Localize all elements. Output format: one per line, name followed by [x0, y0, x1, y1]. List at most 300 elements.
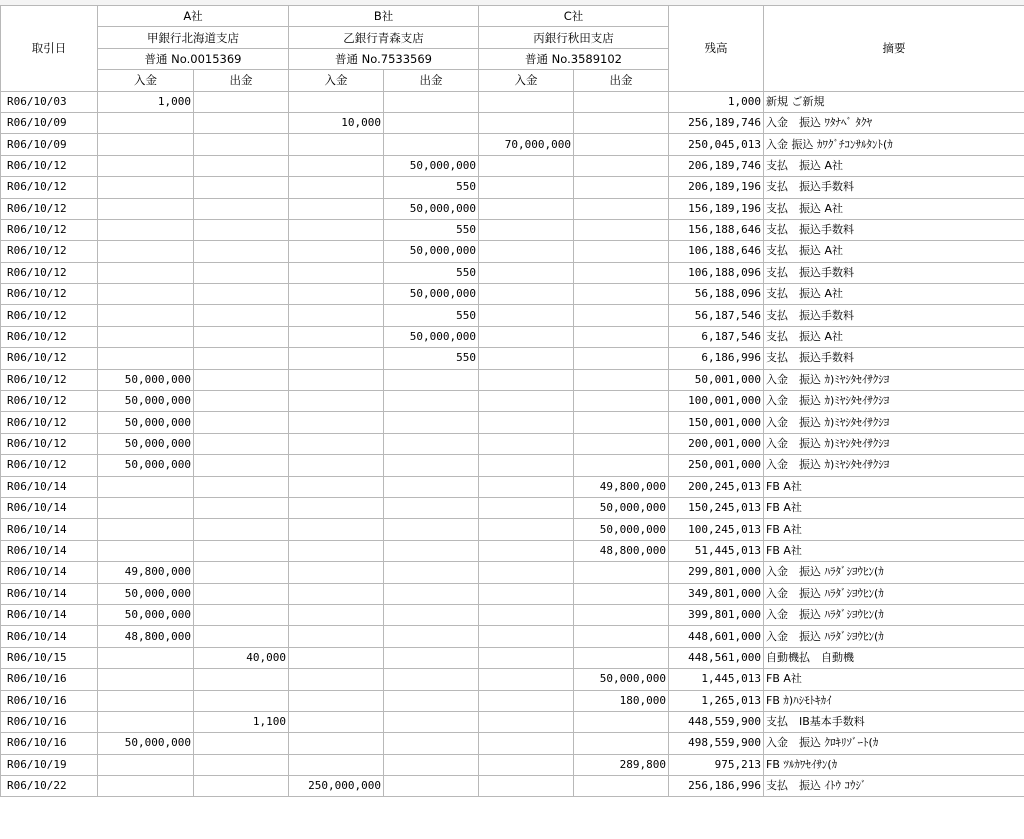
balance-cell[interactable]: 150,001,000 — [669, 412, 764, 433]
b-deposit-cell[interactable] — [289, 455, 384, 476]
c-deposit-cell[interactable] — [479, 562, 574, 583]
c-withdraw-cell[interactable]: 180,000 — [574, 690, 669, 711]
balance-cell[interactable]: 206,189,746 — [669, 155, 764, 176]
c-deposit-cell[interactable] — [479, 455, 574, 476]
a-deposit-cell[interactable]: 50,000,000 — [98, 455, 194, 476]
memo-cell[interactable]: 入金 振込 ｶ)ﾐﾔｼﾀｾｲｻｸｼﾖ — [764, 391, 1024, 412]
date-cell[interactable]: R06/10/12 — [1, 433, 98, 454]
a-withdraw-cell[interactable] — [194, 369, 289, 390]
c-deposit-cell[interactable] — [479, 262, 574, 283]
balance-cell[interactable]: 106,188,096 — [669, 262, 764, 283]
c-deposit-cell[interactable] — [479, 348, 574, 369]
balance-cell[interactable]: 6,186,996 — [669, 348, 764, 369]
date-cell[interactable]: R06/10/12 — [1, 284, 98, 305]
a-deposit-cell[interactable]: 50,000,000 — [98, 391, 194, 412]
a-deposit-cell[interactable]: 50,000,000 — [98, 733, 194, 754]
b-withdraw-cell[interactable] — [384, 455, 479, 476]
b-withdraw-cell[interactable]: 50,000,000 — [384, 241, 479, 262]
memo-cell[interactable]: 入金 振込 ﾊﾗﾀﾞｼﾖｳﾋﾝ(ｶ — [764, 583, 1024, 604]
b-withdraw-cell[interactable]: 550 — [384, 219, 479, 240]
c-withdraw-cell[interactable] — [574, 348, 669, 369]
b-withdraw-cell[interactable] — [384, 391, 479, 412]
balance-cell[interactable]: 256,186,996 — [669, 776, 764, 797]
b-deposit-cell[interactable] — [289, 476, 384, 497]
b-deposit-cell[interactable] — [289, 219, 384, 240]
a-withdraw-cell[interactable] — [194, 391, 289, 412]
a-withdraw-cell[interactable] — [194, 476, 289, 497]
date-cell[interactable]: R06/10/14 — [1, 626, 98, 647]
b-withdraw-cell[interactable] — [384, 412, 479, 433]
a-deposit-cell[interactable] — [98, 134, 194, 155]
balance-cell[interactable]: 250,001,000 — [669, 455, 764, 476]
a-withdraw-cell[interactable] — [194, 776, 289, 797]
balance-cell[interactable]: 448,561,000 — [669, 647, 764, 668]
balance-cell[interactable]: 200,245,013 — [669, 476, 764, 497]
c-withdraw-cell[interactable] — [574, 391, 669, 412]
a-deposit-cell[interactable] — [98, 519, 194, 540]
memo-cell[interactable]: 入金 振込 ﾜﾀﾅﾍﾞ ﾀｸﾔ — [764, 112, 1024, 133]
b-deposit-cell[interactable] — [289, 155, 384, 176]
b-withdraw-cell[interactable] — [384, 519, 479, 540]
c-deposit-cell[interactable] — [479, 540, 574, 561]
date-cell[interactable]: R06/10/16 — [1, 690, 98, 711]
memo-cell[interactable]: 支払 振込 A社 — [764, 241, 1024, 262]
balance-cell[interactable]: 206,189,196 — [669, 177, 764, 198]
memo-cell[interactable]: 支払 振込手数料 — [764, 219, 1024, 240]
c-withdraw-cell[interactable] — [574, 626, 669, 647]
balance-cell[interactable]: 6,187,546 — [669, 326, 764, 347]
balance-cell[interactable]: 448,559,900 — [669, 711, 764, 732]
b-deposit-cell[interactable] — [289, 369, 384, 390]
a-withdraw-cell[interactable] — [194, 305, 289, 326]
balance-cell[interactable]: 150,245,013 — [669, 497, 764, 518]
c-withdraw-cell[interactable]: 48,800,000 — [574, 540, 669, 561]
memo-cell[interactable]: 支払 IB基本手数料 — [764, 711, 1024, 732]
c-deposit-cell[interactable] — [479, 519, 574, 540]
a-withdraw-cell[interactable]: 1,100 — [194, 711, 289, 732]
date-cell[interactable]: R06/10/12 — [1, 198, 98, 219]
balance-cell[interactable]: 106,188,646 — [669, 241, 764, 262]
a-deposit-cell[interactable] — [98, 284, 194, 305]
a-withdraw-cell[interactable] — [194, 219, 289, 240]
b-withdraw-cell[interactable]: 50,000,000 — [384, 198, 479, 219]
c-deposit-cell[interactable] — [479, 733, 574, 754]
b-deposit-cell[interactable] — [289, 583, 384, 604]
balance-cell[interactable]: 1,000 — [669, 91, 764, 112]
b-withdraw-cell[interactable]: 550 — [384, 177, 479, 198]
b-deposit-cell[interactable] — [289, 669, 384, 690]
a-deposit-cell[interactable]: 50,000,000 — [98, 369, 194, 390]
date-cell[interactable]: R06/10/12 — [1, 305, 98, 326]
date-cell[interactable]: R06/10/16 — [1, 733, 98, 754]
a-withdraw-cell[interactable] — [194, 433, 289, 454]
a-withdraw-cell[interactable] — [194, 348, 289, 369]
b-deposit-cell[interactable] — [289, 497, 384, 518]
memo-cell[interactable]: 入金 振込 ｸﾛｷﾘｿﾞｰﾄ(ｶ — [764, 733, 1024, 754]
c-withdraw-cell[interactable] — [574, 177, 669, 198]
date-cell[interactable]: R06/10/12 — [1, 412, 98, 433]
b-withdraw-cell[interactable]: 550 — [384, 348, 479, 369]
balance-cell[interactable]: 399,801,000 — [669, 604, 764, 625]
memo-cell[interactable]: 入金 振込 ｶ)ﾐﾔｼﾀｾｲｻｸｼﾖ — [764, 433, 1024, 454]
a-withdraw-cell[interactable]: 40,000 — [194, 647, 289, 668]
a-withdraw-cell[interactable] — [194, 583, 289, 604]
a-withdraw-cell[interactable] — [194, 733, 289, 754]
b-withdraw-cell[interactable] — [384, 476, 479, 497]
memo-cell[interactable]: 入金 振込 ﾊﾗﾀﾞｼﾖｳﾋﾝ(ｶ — [764, 604, 1024, 625]
b-withdraw-cell[interactable] — [384, 711, 479, 732]
memo-cell[interactable]: 支払 振込 A社 — [764, 326, 1024, 347]
c-deposit-cell[interactable] — [479, 412, 574, 433]
a-withdraw-cell[interactable] — [194, 91, 289, 112]
c-deposit-cell[interactable] — [479, 497, 574, 518]
date-cell[interactable]: R06/10/09 — [1, 134, 98, 155]
balance-cell[interactable]: 299,801,000 — [669, 562, 764, 583]
b-withdraw-cell[interactable] — [384, 754, 479, 775]
a-withdraw-cell[interactable] — [194, 112, 289, 133]
c-deposit-cell[interactable] — [479, 647, 574, 668]
b-deposit-cell[interactable] — [289, 305, 384, 326]
table-row — [1, 369, 1024, 390]
c-deposit-cell[interactable] — [479, 391, 574, 412]
date-cell[interactable]: R06/10/12 — [1, 369, 98, 390]
a-deposit-cell[interactable] — [98, 241, 194, 262]
c-withdraw-cell[interactable] — [574, 91, 669, 112]
c-withdraw-cell[interactable]: 50,000,000 — [574, 669, 669, 690]
b-deposit-cell[interactable] — [289, 626, 384, 647]
balance-cell[interactable]: 349,801,000 — [669, 583, 764, 604]
date-cell[interactable]: R06/10/15 — [1, 647, 98, 668]
c-withdraw-cell[interactable] — [574, 433, 669, 454]
c-withdraw-cell[interactable] — [574, 198, 669, 219]
c-withdraw-cell[interactable] — [574, 262, 669, 283]
memo-cell[interactable]: 新規 ご新規 — [764, 91, 1024, 112]
memo-cell[interactable]: 入金 振込 ｶ)ﾐﾔｼﾀｾｲｻｸｼﾖ — [764, 369, 1024, 390]
memo-cell[interactable]: 入金 振込 ﾊﾗﾀﾞｼﾖｳﾋﾝ(ｶ — [764, 562, 1024, 583]
a-deposit-cell[interactable] — [98, 711, 194, 732]
b-deposit-cell[interactable] — [289, 733, 384, 754]
date-cell[interactable]: R06/10/12 — [1, 348, 98, 369]
c-deposit-cell[interactable] — [479, 669, 574, 690]
date-cell[interactable]: R06/10/19 — [1, 754, 98, 775]
c-withdraw-cell[interactable] — [574, 776, 669, 797]
b-deposit-cell[interactable] — [289, 198, 384, 219]
memo-cell[interactable]: FB ﾂﾙｶﾜｾｲｻﾝ(ｶ — [764, 754, 1024, 775]
memo-cell[interactable]: FB A社 — [764, 540, 1024, 561]
b-withdraw-cell[interactable] — [384, 540, 479, 561]
c-deposit-cell[interactable] — [479, 433, 574, 454]
a-deposit-cell[interactable]: 50,000,000 — [98, 412, 194, 433]
c-deposit-cell[interactable] — [479, 626, 574, 647]
c-withdraw-cell[interactable]: 289,800 — [574, 754, 669, 775]
date-cell[interactable]: R06/10/09 — [1, 112, 98, 133]
date-cell[interactable]: R06/10/14 — [1, 562, 98, 583]
memo-cell[interactable]: FB A社 — [764, 519, 1024, 540]
c-deposit-cell[interactable] — [479, 369, 574, 390]
c-deposit-cell[interactable] — [479, 776, 574, 797]
b-deposit-cell[interactable] — [289, 711, 384, 732]
b-deposit-cell[interactable] — [289, 412, 384, 433]
b-withdraw-cell[interactable]: 50,000,000 — [384, 326, 479, 347]
a-deposit-cell[interactable] — [98, 305, 194, 326]
b-withdraw-cell[interactable] — [384, 562, 479, 583]
c-deposit-cell[interactable] — [479, 604, 574, 625]
b-deposit-cell[interactable] — [289, 604, 384, 625]
memo-cell[interactable]: 支払 振込手数料 — [764, 262, 1024, 283]
balance-cell[interactable]: 1,265,013 — [669, 690, 764, 711]
table-row — [1, 284, 1024, 305]
c-deposit-cell[interactable] — [479, 583, 574, 604]
balance-cell[interactable]: 51,445,013 — [669, 540, 764, 561]
c-deposit-cell[interactable] — [479, 754, 574, 775]
c-withdraw-cell[interactable]: 49,800,000 — [574, 476, 669, 497]
c-withdraw-cell[interactable] — [574, 112, 669, 133]
c-withdraw-cell[interactable] — [574, 241, 669, 262]
a-deposit-cell[interactable]: 49,800,000 — [98, 562, 194, 583]
a-deposit-cell[interactable] — [98, 262, 194, 283]
b-deposit-cell[interactable] — [289, 284, 384, 305]
date-cell[interactable]: R06/10/14 — [1, 519, 98, 540]
date-cell[interactable]: R06/10/12 — [1, 241, 98, 262]
c-withdraw-cell[interactable] — [574, 647, 669, 668]
b-withdraw-cell[interactable] — [384, 647, 479, 668]
a-withdraw-cell[interactable] — [194, 284, 289, 305]
b-deposit-cell[interactable] — [289, 348, 384, 369]
b-deposit-cell[interactable] — [289, 326, 384, 347]
date-cell[interactable]: R06/10/14 — [1, 497, 98, 518]
balance-cell[interactable]: 448,601,000 — [669, 626, 764, 647]
c-withdraw-cell[interactable] — [574, 711, 669, 732]
a-withdraw-cell[interactable] — [194, 540, 289, 561]
c-withdraw-cell[interactable]: 50,000,000 — [574, 497, 669, 518]
a-withdraw-cell[interactable] — [194, 262, 289, 283]
balance-cell[interactable]: 56,188,096 — [669, 284, 764, 305]
b-withdraw-cell[interactable] — [384, 604, 479, 625]
c-deposit-cell[interactable] — [479, 91, 574, 112]
c-withdraw-cell[interactable] — [574, 155, 669, 176]
balance-cell[interactable]: 100,245,013 — [669, 519, 764, 540]
memo-cell[interactable]: 入金 振込 ｶ)ﾐﾔｼﾀｾｲｻｸｼﾖ — [764, 412, 1024, 433]
b-withdraw-cell[interactable] — [384, 369, 479, 390]
b-deposit-cell[interactable]: 10,000 — [289, 112, 384, 133]
a-withdraw-cell[interactable] — [194, 497, 289, 518]
b-withdraw-cell[interactable] — [384, 433, 479, 454]
a-deposit-cell[interactable] — [98, 219, 194, 240]
b-deposit-cell[interactable]: 250,000,000 — [289, 776, 384, 797]
date-cell[interactable]: R06/10/14 — [1, 476, 98, 497]
b-deposit-cell[interactable] — [289, 433, 384, 454]
balance-cell[interactable]: 200,001,000 — [669, 433, 764, 454]
date-cell[interactable]: R06/10/16 — [1, 669, 98, 690]
a-deposit-cell[interactable]: 50,000,000 — [98, 604, 194, 625]
memo-cell[interactable]: FB A社 — [764, 497, 1024, 518]
c-deposit-cell[interactable] — [479, 476, 574, 497]
b-withdraw-cell[interactable] — [384, 733, 479, 754]
balance-cell[interactable]: 498,559,900 — [669, 733, 764, 754]
date-cell[interactable]: R06/10/16 — [1, 711, 98, 732]
a-deposit-cell[interactable]: 50,000,000 — [98, 583, 194, 604]
a-deposit-cell[interactable] — [98, 776, 194, 797]
b-withdraw-cell[interactable]: 550 — [384, 305, 479, 326]
b-deposit-cell[interactable] — [289, 241, 384, 262]
balance-cell[interactable]: 50,001,000 — [669, 369, 764, 390]
memo-cell[interactable]: FB A社 — [764, 476, 1024, 497]
c-deposit-cell[interactable] — [479, 177, 574, 198]
a-deposit-cell[interactable] — [98, 669, 194, 690]
b-deposit-cell[interactable] — [289, 91, 384, 112]
c-withdraw-cell[interactable] — [574, 455, 669, 476]
b-deposit-cell[interactable] — [289, 262, 384, 283]
memo-cell[interactable]: 入金 振込 ｶﾜｸﾞﾁｺﾝｻﾙﾀﾝﾄ(ｶ — [764, 134, 1024, 155]
balance-cell[interactable]: 250,045,013 — [669, 134, 764, 155]
b-deposit-cell[interactable] — [289, 177, 384, 198]
a-deposit-cell[interactable] — [98, 647, 194, 668]
date-cell[interactable]: R06/10/14 — [1, 540, 98, 561]
a-withdraw-cell[interactable] — [194, 604, 289, 625]
memo-cell[interactable]: 支払 振込手数料 — [764, 348, 1024, 369]
a-deposit-cell[interactable] — [98, 198, 194, 219]
b-deposit-cell[interactable] — [289, 647, 384, 668]
b-deposit-cell[interactable] — [289, 754, 384, 775]
a-withdraw-cell[interactable] — [194, 754, 289, 775]
a-withdraw-cell[interactable] — [194, 519, 289, 540]
balance-cell[interactable]: 156,189,196 — [669, 198, 764, 219]
b-withdraw-cell[interactable] — [384, 134, 479, 155]
a-deposit-cell[interactable] — [98, 690, 194, 711]
b-withdraw-cell[interactable] — [384, 626, 479, 647]
c-withdraw-cell[interactable] — [574, 134, 669, 155]
c-withdraw-cell[interactable] — [574, 412, 669, 433]
memo-cell[interactable]: FB A社 — [764, 669, 1024, 690]
c-withdraw-cell[interactable] — [574, 604, 669, 625]
memo-cell[interactable]: 支払 振込 ｲﾄｳ ｺｳｼﾞ — [764, 776, 1024, 797]
a-withdraw-cell[interactable] — [194, 241, 289, 262]
balance-cell[interactable]: 256,189,746 — [669, 112, 764, 133]
memo-cell[interactable]: 支払 振込手数料 — [764, 177, 1024, 198]
balance-cell[interactable]: 1,445,013 — [669, 669, 764, 690]
a-withdraw-cell[interactable] — [194, 177, 289, 198]
a-deposit-cell[interactable] — [98, 476, 194, 497]
c-deposit-cell[interactable]: 70,000,000 — [479, 134, 574, 155]
b-withdraw-cell[interactable] — [384, 776, 479, 797]
a-deposit-cell[interactable] — [98, 497, 194, 518]
c-deposit-cell[interactable] — [479, 241, 574, 262]
balance-cell[interactable]: 100,001,000 — [669, 391, 764, 412]
balance-cell[interactable]: 975,213 — [669, 754, 764, 775]
c-deposit-cell[interactable] — [479, 711, 574, 732]
c-deposit-cell[interactable] — [479, 326, 574, 347]
date-cell[interactable]: R06/10/12 — [1, 177, 98, 198]
c-withdraw-cell[interactable] — [574, 369, 669, 390]
memo-cell[interactable]: 支払 振込手数料 — [764, 305, 1024, 326]
b-withdraw-cell[interactable] — [384, 583, 479, 604]
balance-cell[interactable]: 56,187,546 — [669, 305, 764, 326]
c-withdraw-cell[interactable] — [574, 219, 669, 240]
b-withdraw-cell[interactable] — [384, 91, 479, 112]
b-withdraw-cell[interactable] — [384, 497, 479, 518]
a-deposit-cell[interactable] — [98, 155, 194, 176]
a-withdraw-cell[interactable] — [194, 155, 289, 176]
b-deposit-cell[interactable] — [289, 134, 384, 155]
memo-cell[interactable]: 入金 振込 ﾊﾗﾀﾞｼﾖｳﾋﾝ(ｶ — [764, 626, 1024, 647]
date-cell[interactable]: R06/10/12 — [1, 326, 98, 347]
a-withdraw-cell[interactable] — [194, 562, 289, 583]
table-row — [1, 262, 1024, 283]
a-deposit-cell[interactable] — [98, 177, 194, 198]
b-deposit-cell[interactable] — [289, 540, 384, 561]
c-withdraw-cell[interactable] — [574, 305, 669, 326]
a-deposit-cell[interactable] — [98, 754, 194, 775]
memo-cell[interactable]: 支払 振込 A社 — [764, 284, 1024, 305]
b-withdraw-cell[interactable] — [384, 112, 479, 133]
date-cell[interactable]: R06/10/12 — [1, 262, 98, 283]
b-withdraw-cell[interactable]: 50,000,000 — [384, 284, 479, 305]
date-cell[interactable]: R06/10/12 — [1, 455, 98, 476]
date-cell[interactable]: R06/10/14 — [1, 604, 98, 625]
a-withdraw-cell[interactable] — [194, 690, 289, 711]
c-withdraw-cell[interactable] — [574, 284, 669, 305]
date-cell[interactable]: R06/10/14 — [1, 583, 98, 604]
a-withdraw-cell[interactable] — [194, 198, 289, 219]
memo-cell[interactable]: 自動機払 自動機 — [764, 647, 1024, 668]
balance-cell[interactable]: 156,188,646 — [669, 219, 764, 240]
c-deposit-cell[interactable] — [479, 155, 574, 176]
c-deposit-cell[interactable] — [479, 305, 574, 326]
a-withdraw-cell[interactable] — [194, 134, 289, 155]
c-deposit-cell[interactable] — [479, 112, 574, 133]
date-cell[interactable]: R06/10/12 — [1, 219, 98, 240]
b-withdraw-cell[interactable]: 50,000,000 — [384, 155, 479, 176]
a-deposit-cell[interactable] — [98, 348, 194, 369]
a-deposit-cell[interactable] — [98, 326, 194, 347]
c-deposit-cell[interactable] — [479, 284, 574, 305]
memo-cell[interactable]: 入金 振込 ｶ)ﾐﾔｼﾀｾｲｻｸｼﾖ — [764, 455, 1024, 476]
c-withdraw-cell[interactable] — [574, 562, 669, 583]
memo-cell[interactable]: 支払 振込 A社 — [764, 155, 1024, 176]
b-deposit-cell[interactable] — [289, 690, 384, 711]
a-withdraw-cell[interactable] — [194, 326, 289, 347]
memo-cell[interactable]: 支払 振込 A社 — [764, 198, 1024, 219]
b-deposit-cell[interactable] — [289, 391, 384, 412]
a-withdraw-cell[interactable] — [194, 669, 289, 690]
a-deposit-cell[interactable]: 1,000 — [98, 91, 194, 112]
c-withdraw-cell[interactable]: 50,000,000 — [574, 519, 669, 540]
a-withdraw-cell[interactable] — [194, 626, 289, 647]
a-deposit-cell[interactable]: 48,800,000 — [98, 626, 194, 647]
b-deposit-cell[interactable] — [289, 519, 384, 540]
date-cell[interactable]: R06/10/12 — [1, 391, 98, 412]
date-cell[interactable]: R06/10/12 — [1, 155, 98, 176]
memo-cell[interactable]: FB ｶ)ﾊｼﾓﾄｷｶｲ — [764, 690, 1024, 711]
c-deposit-cell[interactable] — [479, 198, 574, 219]
b-withdraw-cell[interactable] — [384, 669, 479, 690]
b-withdraw-cell[interactable]: 550 — [384, 262, 479, 283]
c-withdraw-cell[interactable] — [574, 326, 669, 347]
date-cell[interactable]: R06/10/22 — [1, 776, 98, 797]
a-deposit-cell[interactable] — [98, 540, 194, 561]
a-deposit-cell[interactable] — [98, 112, 194, 133]
c-deposit-cell[interactable] — [479, 219, 574, 240]
b-deposit-cell[interactable] — [289, 562, 384, 583]
c-withdraw-cell[interactable] — [574, 583, 669, 604]
c-withdraw-cell[interactable] — [574, 733, 669, 754]
a-deposit-cell[interactable]: 50,000,000 — [98, 433, 194, 454]
c-deposit-cell[interactable] — [479, 690, 574, 711]
a-withdraw-cell[interactable] — [194, 455, 289, 476]
a-withdraw-cell[interactable] — [194, 412, 289, 433]
b-withdraw-cell[interactable] — [384, 690, 479, 711]
date-cell[interactable]: R06/10/03 — [1, 91, 98, 112]
